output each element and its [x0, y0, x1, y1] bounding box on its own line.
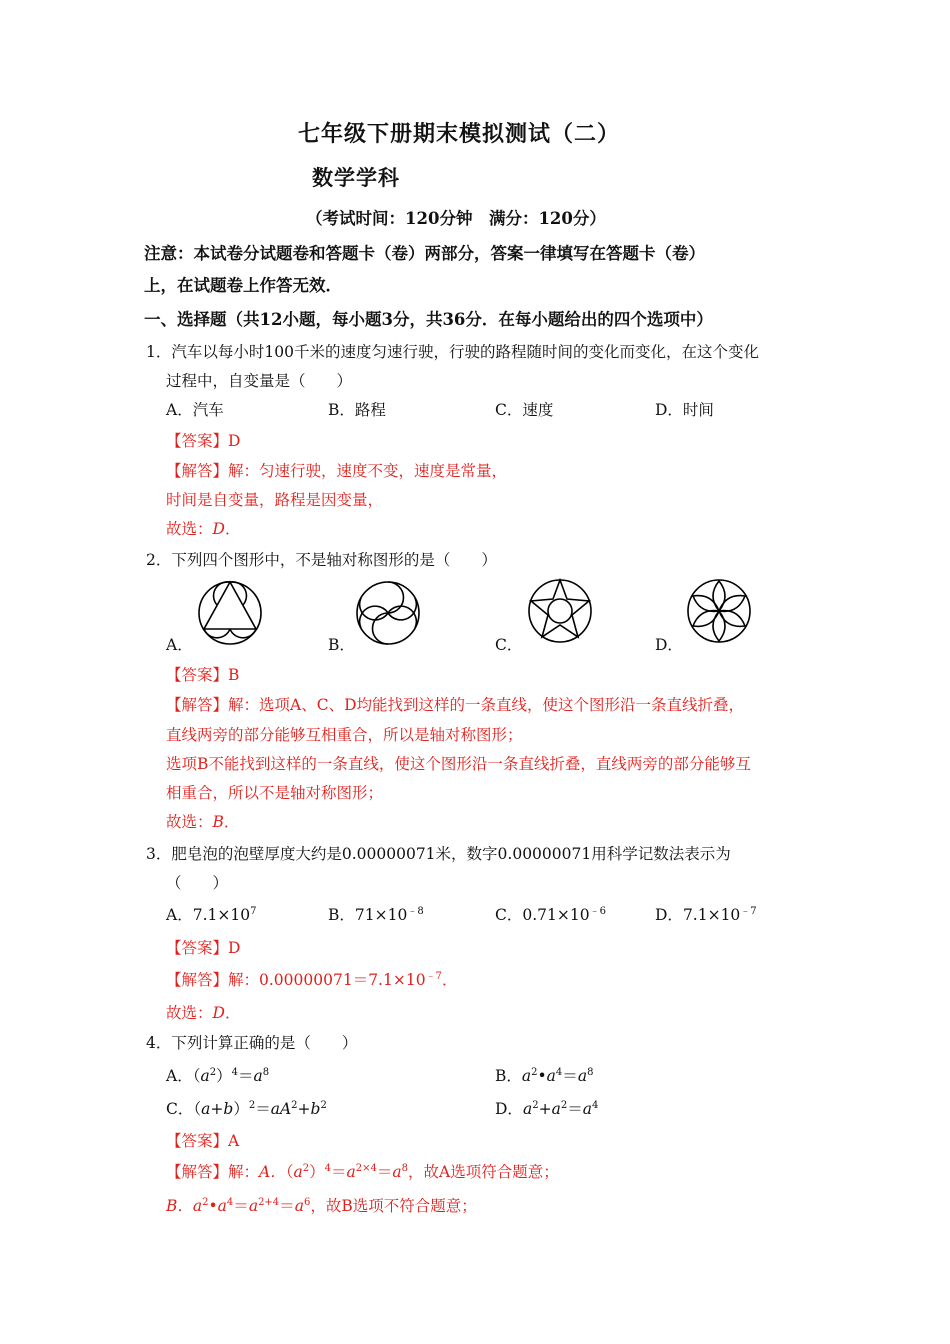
q3-solution-line2: 故选：D． — [166, 1004, 241, 1022]
q3-stem-line1: 3．肥皂泡的泡壁厚度大约是0.00000071米，数字0.00000071用科学记数法表示为 — [146, 845, 731, 863]
q4-answer: 【答案】A — [166, 1132, 240, 1150]
q4-option-c: C．$(a+b)^2=aA^2+b^2$ — [166, 1100, 327, 1118]
six-petal-figure — [686, 578, 752, 644]
q4-option-a: A．$(a^2)^4=a^8$ — [166, 1067, 270, 1085]
q3-stem-line2: （ ） — [166, 874, 229, 892]
q4-stem: 4．下列计算正确的是（ ） — [146, 1034, 358, 1052]
q3-option-d: D．$7.1\times 10^{﹣7}$ — [655, 906, 757, 924]
q1-solution-line1: 【解答】解：匀速行驶，速度不变，速度是常量， — [166, 462, 508, 480]
q2-option-b: B． — [328, 636, 355, 654]
q4-solution-line1: 【解答】解：A．$(a^2)^4=a^{2\times 4}=a^8$，故A选项符合题意； — [166, 1163, 559, 1181]
q3-option-c: C．$0.71\times 10^{﹣6}$ — [495, 906, 606, 924]
q2-option-c: C． — [495, 636, 523, 654]
q1-stem-line2: 过程中，自变量是（ ） — [166, 372, 353, 390]
q2-option-d: D． — [655, 636, 683, 654]
section-heading: 一、选择题（共12小题，每小题3分，共36分．在每小题给出的四个选项中） — [144, 310, 713, 329]
q4-solution-line2: B．$a^2•a^4=a^{2+4}=a^6$，故B选项不符合题意； — [166, 1197, 477, 1215]
q3-answer: 【答案】D — [166, 939, 241, 957]
star-flower-figure — [527, 578, 593, 644]
q4-option-d: D．$a^2+a^2=a^4$ — [495, 1100, 599, 1118]
q2-solution-line3: 选项B不能找到这样的一条直线，使这个图形沿一条直线折叠，直线两旁的部分能够互 — [166, 755, 751, 773]
q2-solution-line5: 故选：B． — [166, 813, 240, 831]
q2-stem: 2．下列四个图形中，不是轴对称图形的是（ ） — [146, 551, 497, 569]
q3-option-b: B．$71\times 10^{﹣8}$ — [328, 906, 424, 924]
q1-solution-line3: 故选：D． — [166, 520, 241, 538]
q1-option-b: B．路程 — [328, 401, 386, 419]
exam-info: （考试时间：120分钟 满分：120分） — [306, 209, 606, 228]
q1-option-a: A．汽车 — [166, 401, 224, 419]
page-subtitle: 数学学科 — [312, 165, 400, 190]
q2-option-a: A． — [166, 636, 193, 654]
notice-line-1: 注意：本试卷分试题卷和答题卡（卷）两部分，答案一律填写在答题卡（卷） — [144, 244, 705, 263]
q1-option-c: C．速度 — [495, 401, 554, 419]
page-title: 七年级下册期末模拟测试（二） — [298, 121, 621, 147]
q3-option-a: A．$7.1\times 10^7$ — [166, 906, 257, 924]
swirl-figure — [355, 580, 421, 646]
q2-answer: 【答案】B — [166, 666, 240, 684]
q1-solution-line2: 时间是自变量，路程是因变量， — [166, 491, 384, 509]
q2-solution-line2: 直线两旁的部分能够互相重合，所以是轴对称图形； — [166, 726, 523, 744]
q2-solution-line4: 相重合，所以不是轴对称图形； — [166, 784, 384, 802]
q3-solution-line1: 【解答】解：$0.00000071=7.1\times 10^{﹣7}$． — [166, 971, 458, 989]
q4-option-b: B．$a^2•a^4=a^8$ — [495, 1067, 594, 1085]
triangle-arcs-figure — [197, 580, 263, 646]
q1-stem-line1: 1．汽车以每小时100千米的速度匀速行驶，行驶的路程随时间的变化而变化，在这个变化 — [146, 343, 759, 361]
q1-option-d: D．时间 — [655, 401, 714, 419]
notice-line-2: 上，在试题卷上作答无效． — [144, 276, 342, 295]
q2-solution-line1: 【解答】解：选项A、C、D均能找到这样的一条直线，使这个图形沿一条直线折叠， — [166, 696, 744, 714]
q1-answer: 【答案】D — [166, 432, 241, 450]
